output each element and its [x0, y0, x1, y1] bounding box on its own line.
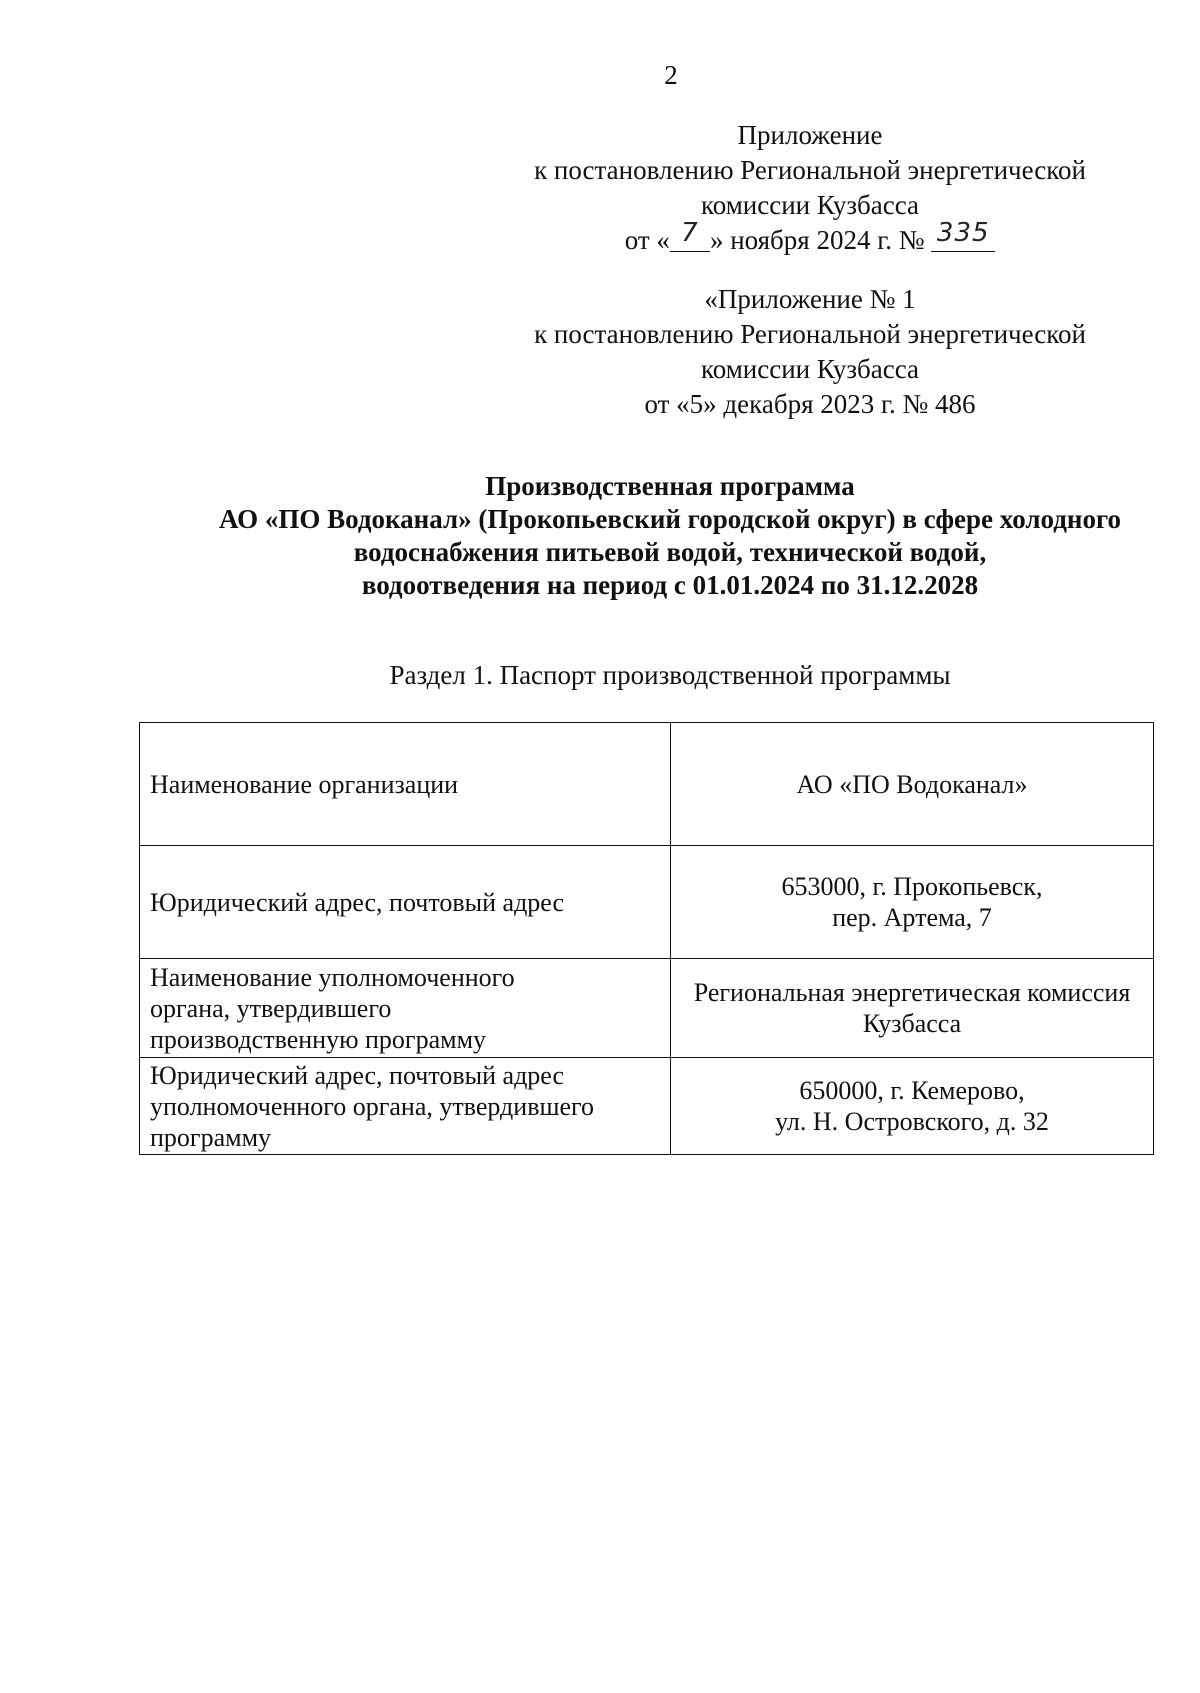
cell-text: Региональная энергетическая комиссия [693, 978, 1131, 1007]
handwritten-number: 335 [936, 218, 990, 248]
cell-text: пер. Артема, 7 [832, 903, 992, 932]
section-title: Раздел 1. Паспорт производственной программы [389, 660, 951, 690]
cell-text: Наименование уполномоченного [150, 962, 515, 992]
cell-text: Юридический адрес, почтовый адрес [150, 887, 565, 917]
cell-text: Юридический адрес, почтовый адрес [150, 1060, 565, 1090]
table-cell-label [140, 846, 671, 959]
table-cell-label [140, 959, 671, 1058]
cell-text: ул. Н. Островского, д. 32 [775, 1107, 1049, 1136]
table-cell-value [671, 959, 1154, 1058]
table-cell-value [671, 723, 1154, 846]
annex-reference: к постановлению Региональной энергетической [534, 155, 1086, 185]
date-day-field [670, 218, 710, 252]
program-title-line-2: АО «ПО Водоканал» (Прокопьевский городской округ) в сфере холодного [218, 504, 1122, 534]
annex-date-line [520, 218, 1100, 258]
table-cell-label [140, 1058, 671, 1155]
handwritten-day: 7 [681, 218, 699, 248]
annex-date-prefix: от « [624, 225, 670, 255]
cell-text: производственную программу [150, 1024, 487, 1054]
page-number: 2 [664, 60, 678, 90]
table-row [140, 846, 1154, 959]
annex-header-previous [520, 282, 1100, 422]
program-title-line-1: Производственная программа [485, 471, 855, 501]
program-title [180, 470, 1160, 602]
annex-previous-reference: к постановлению Региональной энергетической [534, 319, 1086, 349]
passport-table [139, 722, 1154, 1155]
table-cell-value [671, 1058, 1154, 1155]
annex-authority: комиссии Кузбасса [700, 190, 920, 220]
program-title-line-4: водоотведения на период с 01.01.2024 по 31.12.2028 [361, 570, 979, 600]
cell-text: Кузбасса [862, 1009, 962, 1038]
cell-text: Наименование организации [150, 769, 459, 799]
annex-title: Приложение [737, 120, 883, 150]
document-number-field [931, 218, 995, 252]
annex-date-middle: » ноября 2024 г. № [709, 225, 925, 255]
cell-text: 650000, г. Кемерово, [799, 1076, 1025, 1105]
annex-previous-title: «Приложение № 1 [704, 284, 916, 314]
annex-header-current [520, 118, 1100, 258]
table-row [140, 959, 1154, 1058]
cell-text: уполномоченного органа, утвердившего [150, 1091, 595, 1121]
annex-previous-authority: комиссии Кузбасса [700, 354, 920, 384]
table-cell-value [671, 846, 1154, 959]
annex-previous-date: от «5» декабря 2023 г. № 486 [644, 389, 976, 419]
program-title-line-3: водоснабжения питьевой водой, технической водой, [353, 537, 987, 567]
cell-text: органа, утвердившего [150, 993, 392, 1023]
table-cell-label [140, 723, 671, 846]
cell-text: программу [150, 1122, 272, 1152]
cell-text: 653000, г. Прокопьевск, [781, 872, 1043, 901]
table-row [140, 723, 1154, 846]
table-row [140, 1058, 1154, 1155]
cell-text: АО «ПО Водоканал» [796, 769, 1028, 799]
